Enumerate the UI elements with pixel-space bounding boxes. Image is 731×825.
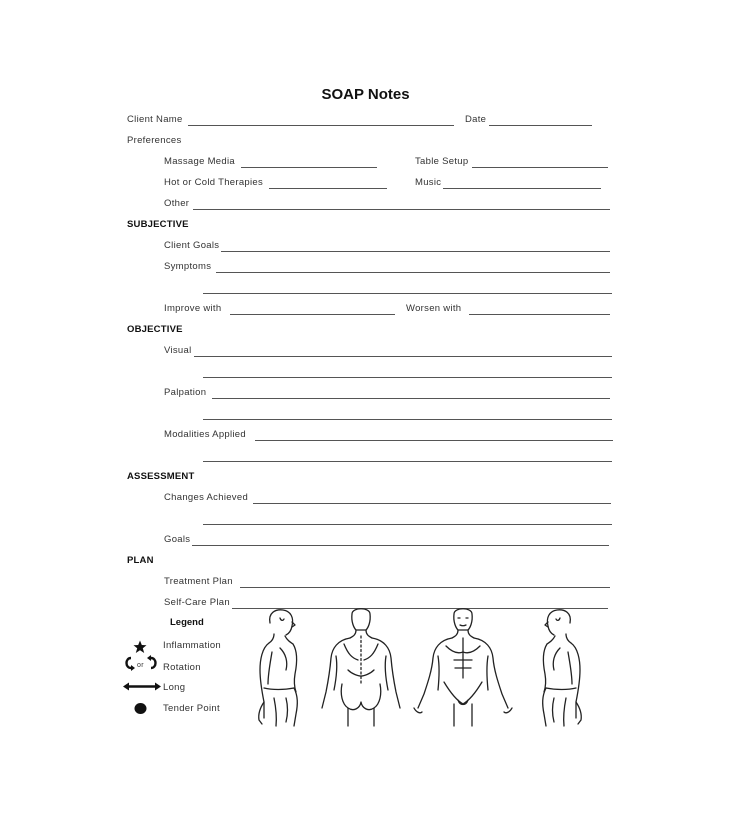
client-goals-label: Client Goals xyxy=(164,240,220,251)
modalities-label: Modalities Applied xyxy=(164,429,246,440)
filled-circle-icon xyxy=(134,702,147,715)
goals-field[interactable] xyxy=(192,545,609,546)
goals-label: Goals xyxy=(164,534,191,545)
music-field[interactable] xyxy=(443,188,601,189)
assessment-heading: ASSESSMENT xyxy=(127,471,195,482)
improve-with-label: Improve with xyxy=(164,303,222,314)
visual-field-2[interactable] xyxy=(203,377,612,378)
other-field[interactable] xyxy=(193,209,610,210)
changes-achieved-label: Changes Achieved xyxy=(164,492,249,503)
long-label: Long xyxy=(163,682,186,693)
visual-label: Visual xyxy=(164,345,192,356)
table-setup-field[interactable] xyxy=(472,167,608,168)
treatment-plan-field[interactable] xyxy=(240,587,610,588)
hot-cold-label: Hot or Cold Therapies xyxy=(164,177,264,188)
music-label: Music xyxy=(415,177,442,188)
improve-with-field[interactable] xyxy=(230,314,395,315)
body-figure-front xyxy=(414,609,512,726)
rotation-label: Rotation xyxy=(163,662,201,673)
body-figure-side-right xyxy=(259,610,298,726)
self-care-plan-label: Self-Care Plan xyxy=(164,597,230,608)
massage-media-label: Massage Media xyxy=(164,156,235,167)
preferences-label: Preferences xyxy=(127,135,182,146)
double-arrow-icon xyxy=(123,682,161,691)
legend-title: Legend xyxy=(170,617,204,628)
visual-field[interactable] xyxy=(194,356,612,357)
symptoms-field-2[interactable] xyxy=(203,293,612,294)
page-title: SOAP Notes xyxy=(321,86,410,103)
rotation-or-label: or xyxy=(137,662,144,669)
symptoms-field[interactable] xyxy=(216,272,610,273)
modalities-field[interactable] xyxy=(255,440,613,441)
palpation-field[interactable] xyxy=(212,398,610,399)
palpation-field-2[interactable] xyxy=(203,419,612,420)
changes-achieved-field-2[interactable] xyxy=(203,524,612,525)
table-setup-label: Table Setup xyxy=(415,156,469,167)
date-label: Date xyxy=(465,114,487,125)
tender-point-label: Tender Point xyxy=(163,703,220,714)
palpation-label: Palpation xyxy=(164,387,207,398)
star-icon xyxy=(133,640,147,654)
inflammation-label: Inflammation xyxy=(163,640,221,651)
worsen-with-field[interactable] xyxy=(469,314,610,315)
body-figure-back xyxy=(322,609,400,726)
plan-heading: PLAN xyxy=(127,555,154,566)
worsen-with-label: Worsen with xyxy=(406,303,462,314)
modalities-field-2[interactable] xyxy=(203,461,612,462)
body-figures-diagram xyxy=(250,608,595,728)
changes-achieved-field[interactable] xyxy=(253,503,611,504)
hot-cold-field[interactable] xyxy=(269,188,387,189)
symptoms-label: Symptoms xyxy=(164,261,212,272)
other-label: Other xyxy=(164,198,190,209)
massage-media-field[interactable] xyxy=(241,167,377,168)
client-goals-field[interactable] xyxy=(221,251,610,252)
subjective-heading: SUBJECTIVE xyxy=(127,219,189,230)
date-field[interactable] xyxy=(489,125,592,126)
objective-heading: OBJECTIVE xyxy=(127,324,183,335)
client-name-field[interactable] xyxy=(188,125,454,126)
client-name-label: Client Name xyxy=(127,114,183,125)
body-figure-side-left xyxy=(543,610,582,726)
treatment-plan-label: Treatment Plan xyxy=(164,576,233,587)
